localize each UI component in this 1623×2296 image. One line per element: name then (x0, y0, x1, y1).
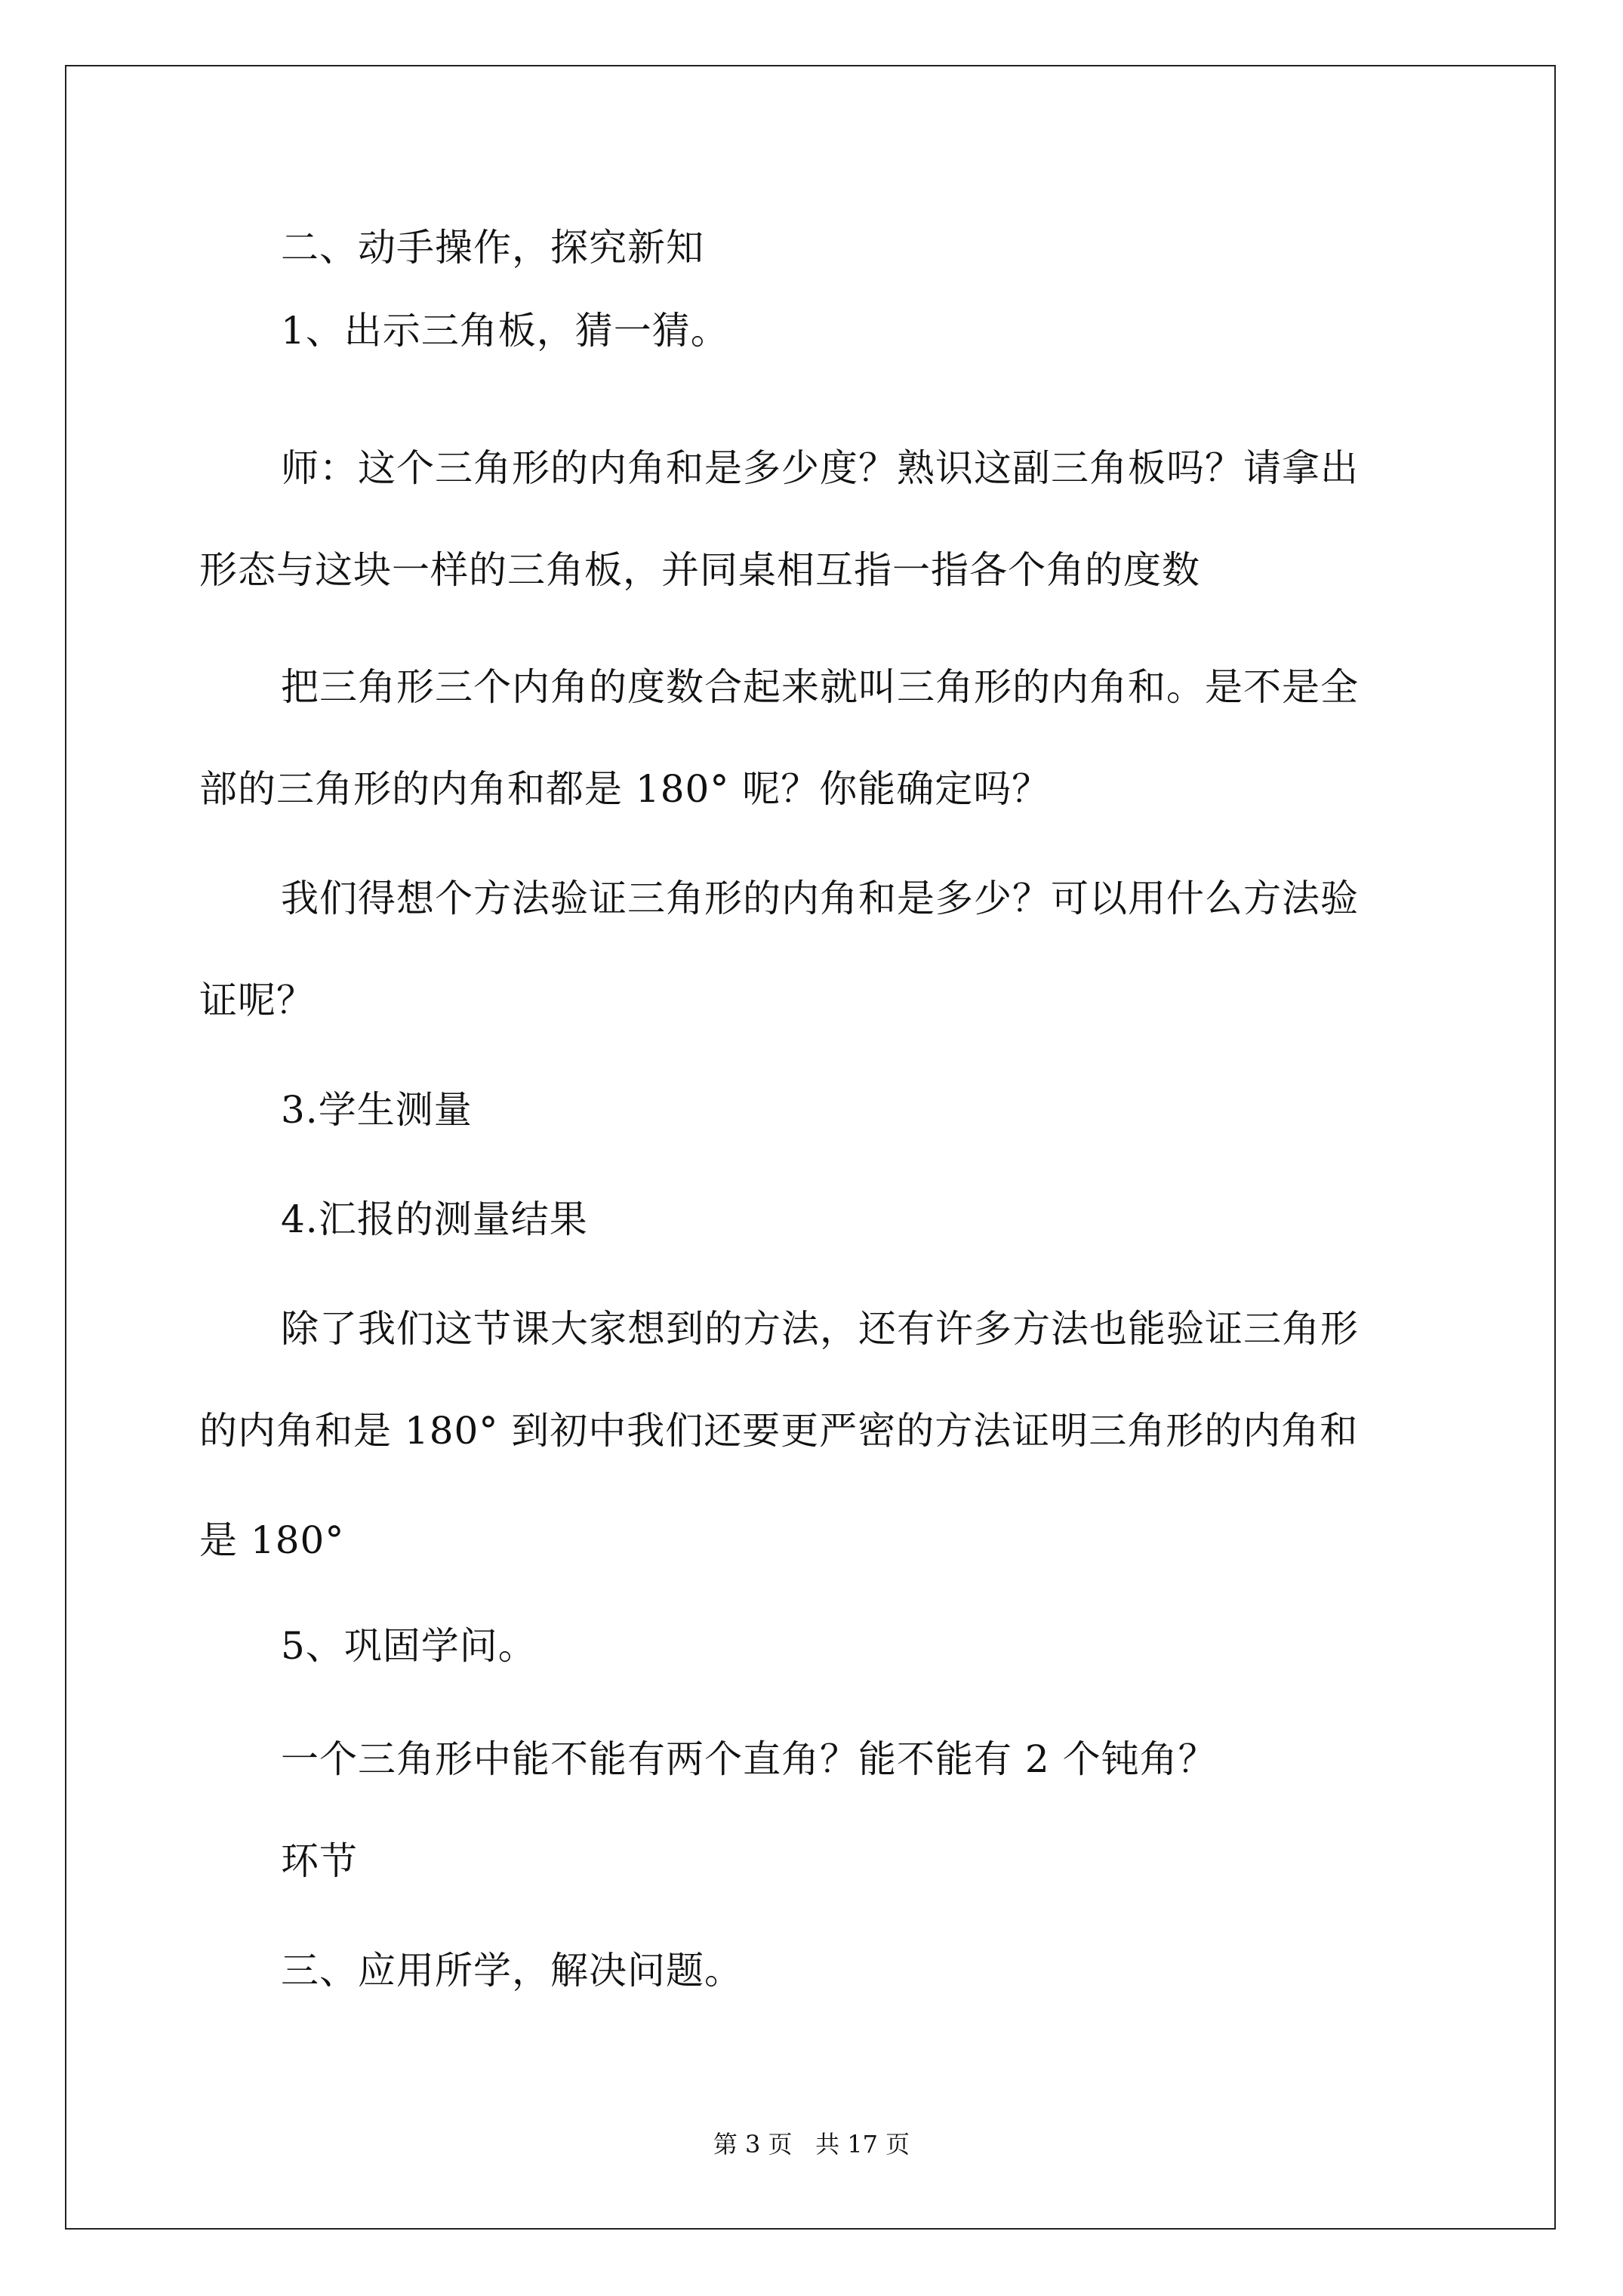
paragraph-line: 师：这个三角形的内角和是多少度？熟识这副三角板吗？请拿出 (281, 446, 1359, 490)
paragraph-line: 的内角和是 180° 到初中我们还要更严密的方法证明三角形的内角和 (199, 1409, 1359, 1453)
paragraph-line: 证呢？ (199, 978, 315, 1022)
page-border (65, 65, 1556, 2230)
section-heading: 二、动手操作，探究新知 (281, 226, 704, 270)
paragraph-line: 5、巩固学问。 (281, 1624, 537, 1668)
page-number-footer: 第 3 页 共 17 页 (713, 2130, 910, 2159)
paragraph-line: 把三角形三个内角的度数合起来就叫三角形的内角和。是不是全 (281, 665, 1359, 709)
paragraph-line: 4.汇报的测量结果 (281, 1197, 588, 1241)
section-heading: 三、应用所学，解决问题。 (281, 1949, 743, 1992)
paragraph-line: 1、出示三角板，猜一猜。 (281, 309, 729, 353)
paragraph-line: 环节 (281, 1839, 358, 1883)
paragraph-line: 我们得想个方法验证三角形的内角和是多少？可以用什么方法验 (281, 877, 1359, 920)
paragraph-line: 是 180° (199, 1518, 345, 1562)
paragraph-line: 一个三角形中能不能有两个直角？能不能有 2 个钝角？ (281, 1737, 1217, 1781)
paragraph-line: 3.学生测量 (281, 1088, 473, 1132)
paragraph-line: 部的三角形的内角和都是 180° 呢？你能确定吗？ (199, 767, 1051, 811)
paragraph-line: 形态与这块一样的三角板，并同桌相互指一指各个角的度数 (199, 548, 1200, 592)
paragraph-line: 除了我们这节课大家想到的方法，还有许多方法也能验证三角形 (281, 1307, 1359, 1351)
